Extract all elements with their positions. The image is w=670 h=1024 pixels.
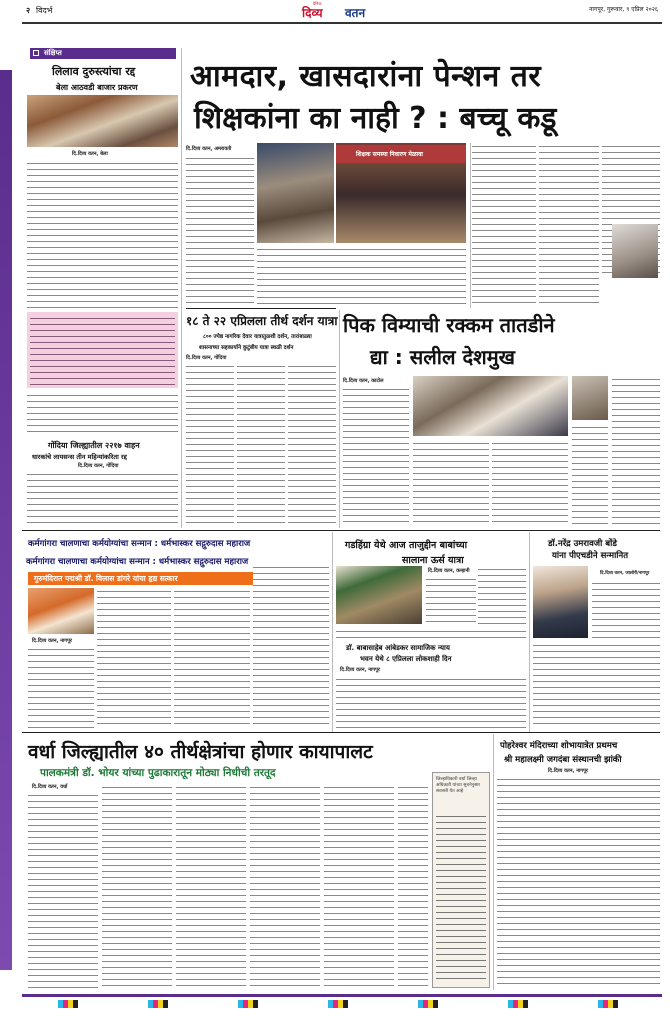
- lead-headline-line-2: शिक्षकांना का नाही ? : बच्चू कडू: [194, 101, 557, 136]
- phd-headline-2: यांना पीएचडीने सन्मानित: [552, 551, 629, 561]
- felicitation-col-3: [174, 588, 250, 728]
- lead-col-3: [472, 143, 536, 305]
- felicitation-byline: दि.दिव्य वतन, नागपूर: [32, 638, 72, 644]
- felicitation-banner: गुरुमंदिरात पद्मश्री डॉ. विलास डांगरे यांचा हृद्य सत्कार: [28, 572, 328, 585]
- crop-col-2: [413, 440, 489, 526]
- urs-byline: दि.दिव्य वतन, कन्हानी: [428, 568, 470, 574]
- urs-caption: [336, 628, 526, 640]
- wardha-col-1: [28, 792, 98, 988]
- urs-photo: [336, 566, 422, 624]
- yatra-subhead-2: शासनाच्या सहकार्याने कुटुंबीय यात्रा स्थळी दर्शन: [199, 345, 294, 351]
- lead-photo-banner: शिक्षक समस्या निवारण मेळावा: [336, 145, 466, 163]
- lead-headline-line-1: आमदार, खासदारांना पेन्शन तर: [190, 59, 542, 94]
- wardha-col-3: [176, 784, 246, 988]
- brand-logo: दैनिक दिव्य वतन: [302, 1, 366, 20]
- section-name: विदर्भ: [36, 6, 53, 15]
- brief-1-body: [27, 160, 178, 310]
- brief-1-title: लिलाव दुरुस्त्यांचा रद्द: [52, 65, 136, 78]
- felicitation-col-2: [97, 588, 171, 728]
- phd-portrait: [533, 566, 588, 638]
- urs-subhead-2: भवन येथे ८ एप्रिलला लोकशाही दिन: [360, 655, 452, 663]
- yatra-body-2: [237, 363, 285, 525]
- temple-headline-2: श्री महालक्ष्मी जगदंबा संस्थानची झांकी: [504, 755, 622, 765]
- phd-body: [533, 642, 660, 728]
- temple-body: [497, 776, 660, 988]
- urs-body: [336, 676, 526, 728]
- crop-byline: दि.दिव्य वतन, काटोल: [343, 378, 384, 384]
- brief-1-byline: दि.दिव्य वतन, बेला: [72, 151, 108, 157]
- brief-highlight-box: [27, 312, 178, 388]
- urs-col-2: [478, 566, 526, 626]
- crop-headline-line-1: पिक विम्याची रक्कम तातडीने: [343, 313, 555, 337]
- brief-1-body-2: [27, 392, 178, 436]
- left-color-strip: [0, 70, 12, 970]
- wardha-col-2: [102, 784, 172, 988]
- yatra-body-1: [186, 363, 234, 525]
- briefs-icon: [33, 50, 39, 56]
- lead-photo-2: [336, 143, 466, 243]
- sidebar-label: संक्षिप्त: [30, 48, 176, 59]
- crop-col-1: [343, 386, 409, 526]
- dateline: नागपूर, गुरूवार, ९ एप्रिल २०२६: [589, 6, 658, 13]
- wardha-byline: दि.दिव्य वतन, वर्धा: [32, 784, 68, 790]
- urs-headline-1: गडहिंग्रा येथे आज ताजुद्दीन बाबांच्या: [345, 540, 468, 551]
- lead-col-1: [186, 155, 254, 303]
- yatra-body-3: [288, 363, 336, 525]
- temple-byline: दि.दिव्य वतन, नागपूर: [548, 768, 588, 774]
- page-number: २: [26, 6, 31, 15]
- lead-photo-caption: [257, 246, 466, 306]
- crop-photo: [413, 376, 568, 436]
- crop-col-4: [612, 376, 660, 526]
- masthead-rule: [22, 22, 662, 24]
- felicitation-photo: [28, 588, 94, 634]
- phd-headline-1: डॉ.नरेंद्र उमरावजी बोंडे: [548, 539, 617, 549]
- temple-headline-1: पोहरेश्वर मंदिराच्या शोभायात्रेत प्रथमच: [500, 741, 618, 751]
- phd-col-1: [592, 580, 660, 640]
- brief-1-photo: [27, 95, 178, 147]
- yatra-byline: दि.दिव्य वतन, गोंदिया: [186, 355, 227, 361]
- wardha-ad-box: जिल्हाधिकारी वर्धा जिल्हा अधिकारी यांच्या सूचनेनुसार सरासरी येत आहे: [432, 772, 490, 988]
- lead-byline: दि.दिव्य वतन, अमरावती: [186, 146, 232, 152]
- wardha-col-6: [398, 784, 428, 988]
- sidebar-divider: [181, 48, 182, 528]
- crop-col-3: [492, 440, 568, 526]
- felicitation-col-4: [253, 564, 329, 728]
- lead-col-4: [539, 143, 599, 305]
- wardha-col-4: [250, 784, 320, 988]
- wardha-subhead: पालकमंत्री डॉ. भोयर यांच्या पुढाकारातून मोठ्या निधीची तरतूद: [40, 767, 276, 779]
- phd-byline: दि.दिव्य वतन, जालोरी/नागपूर: [600, 571, 650, 576]
- wardha-col-5: [324, 784, 394, 988]
- yatra-headline: १८ ते २२ एप्रिलला तीर्थ दर्शन यात्रा: [186, 314, 338, 328]
- wardha-headline: वर्धा जिल्ह्यातील ४० तीर्थक्षेत्रांचा होणार कायापालट: [28, 741, 373, 763]
- yatra-subhead-1: ८०० ज्येष्ठ नागरिक देवार यात्रातुळशी दर्शन, तारांबाळ्या: [203, 334, 312, 340]
- brief-2-subtitle: धारकांचे लायसन्स तीन महिन्यांकरिता रद्द: [32, 453, 127, 461]
- crop-col-5: [572, 424, 608, 526]
- footer-color-dots: [22, 1000, 662, 1008]
- brief-2-byline: दि.दिव्य वतन, गोंदिया: [78, 463, 119, 469]
- lead-photo-3: [612, 224, 658, 278]
- urs-byline-2: दि.दिव्य वतन, नागपूर: [340, 667, 380, 673]
- urs-col-1: [426, 576, 476, 626]
- crop-photo-2: [572, 376, 608, 420]
- crop-headline-line-2: द्या : सलील देशमुख: [370, 345, 516, 369]
- lead-photo-1: [257, 143, 334, 243]
- masthead: [22, 0, 662, 22]
- urs-subhead: डॉ. बाबासाहेब आंबेडकर सामाजिक न्याय: [346, 644, 450, 652]
- brief-1-subtitle: बेला आठवडी बाजार प्रकरण: [56, 83, 138, 92]
- felicitation-headline-2: कर्मगांगरा चालणाचा कर्मयोग्यांचा सन्मान : धर्मभास्कर सद्गुरुदास महाराज: [26, 557, 249, 567]
- brief-2-body: [27, 471, 178, 525]
- brief-2-title: गोंदिया जिल्ह्यातील २२१७ वाहन: [48, 441, 140, 450]
- lead-divider: [470, 143, 471, 308]
- felicitation-headline-1: कर्मगांगरा चालणाचा कर्मयोग्यांचा सन्मान : धर्मभास्कर सद्गुरुदास महाराज: [28, 539, 251, 549]
- felicitation-col-1: [28, 646, 94, 728]
- urs-headline-2: सालाना ऊर्स यात्रा: [402, 555, 464, 566]
- footer-bar: [22, 994, 662, 997]
